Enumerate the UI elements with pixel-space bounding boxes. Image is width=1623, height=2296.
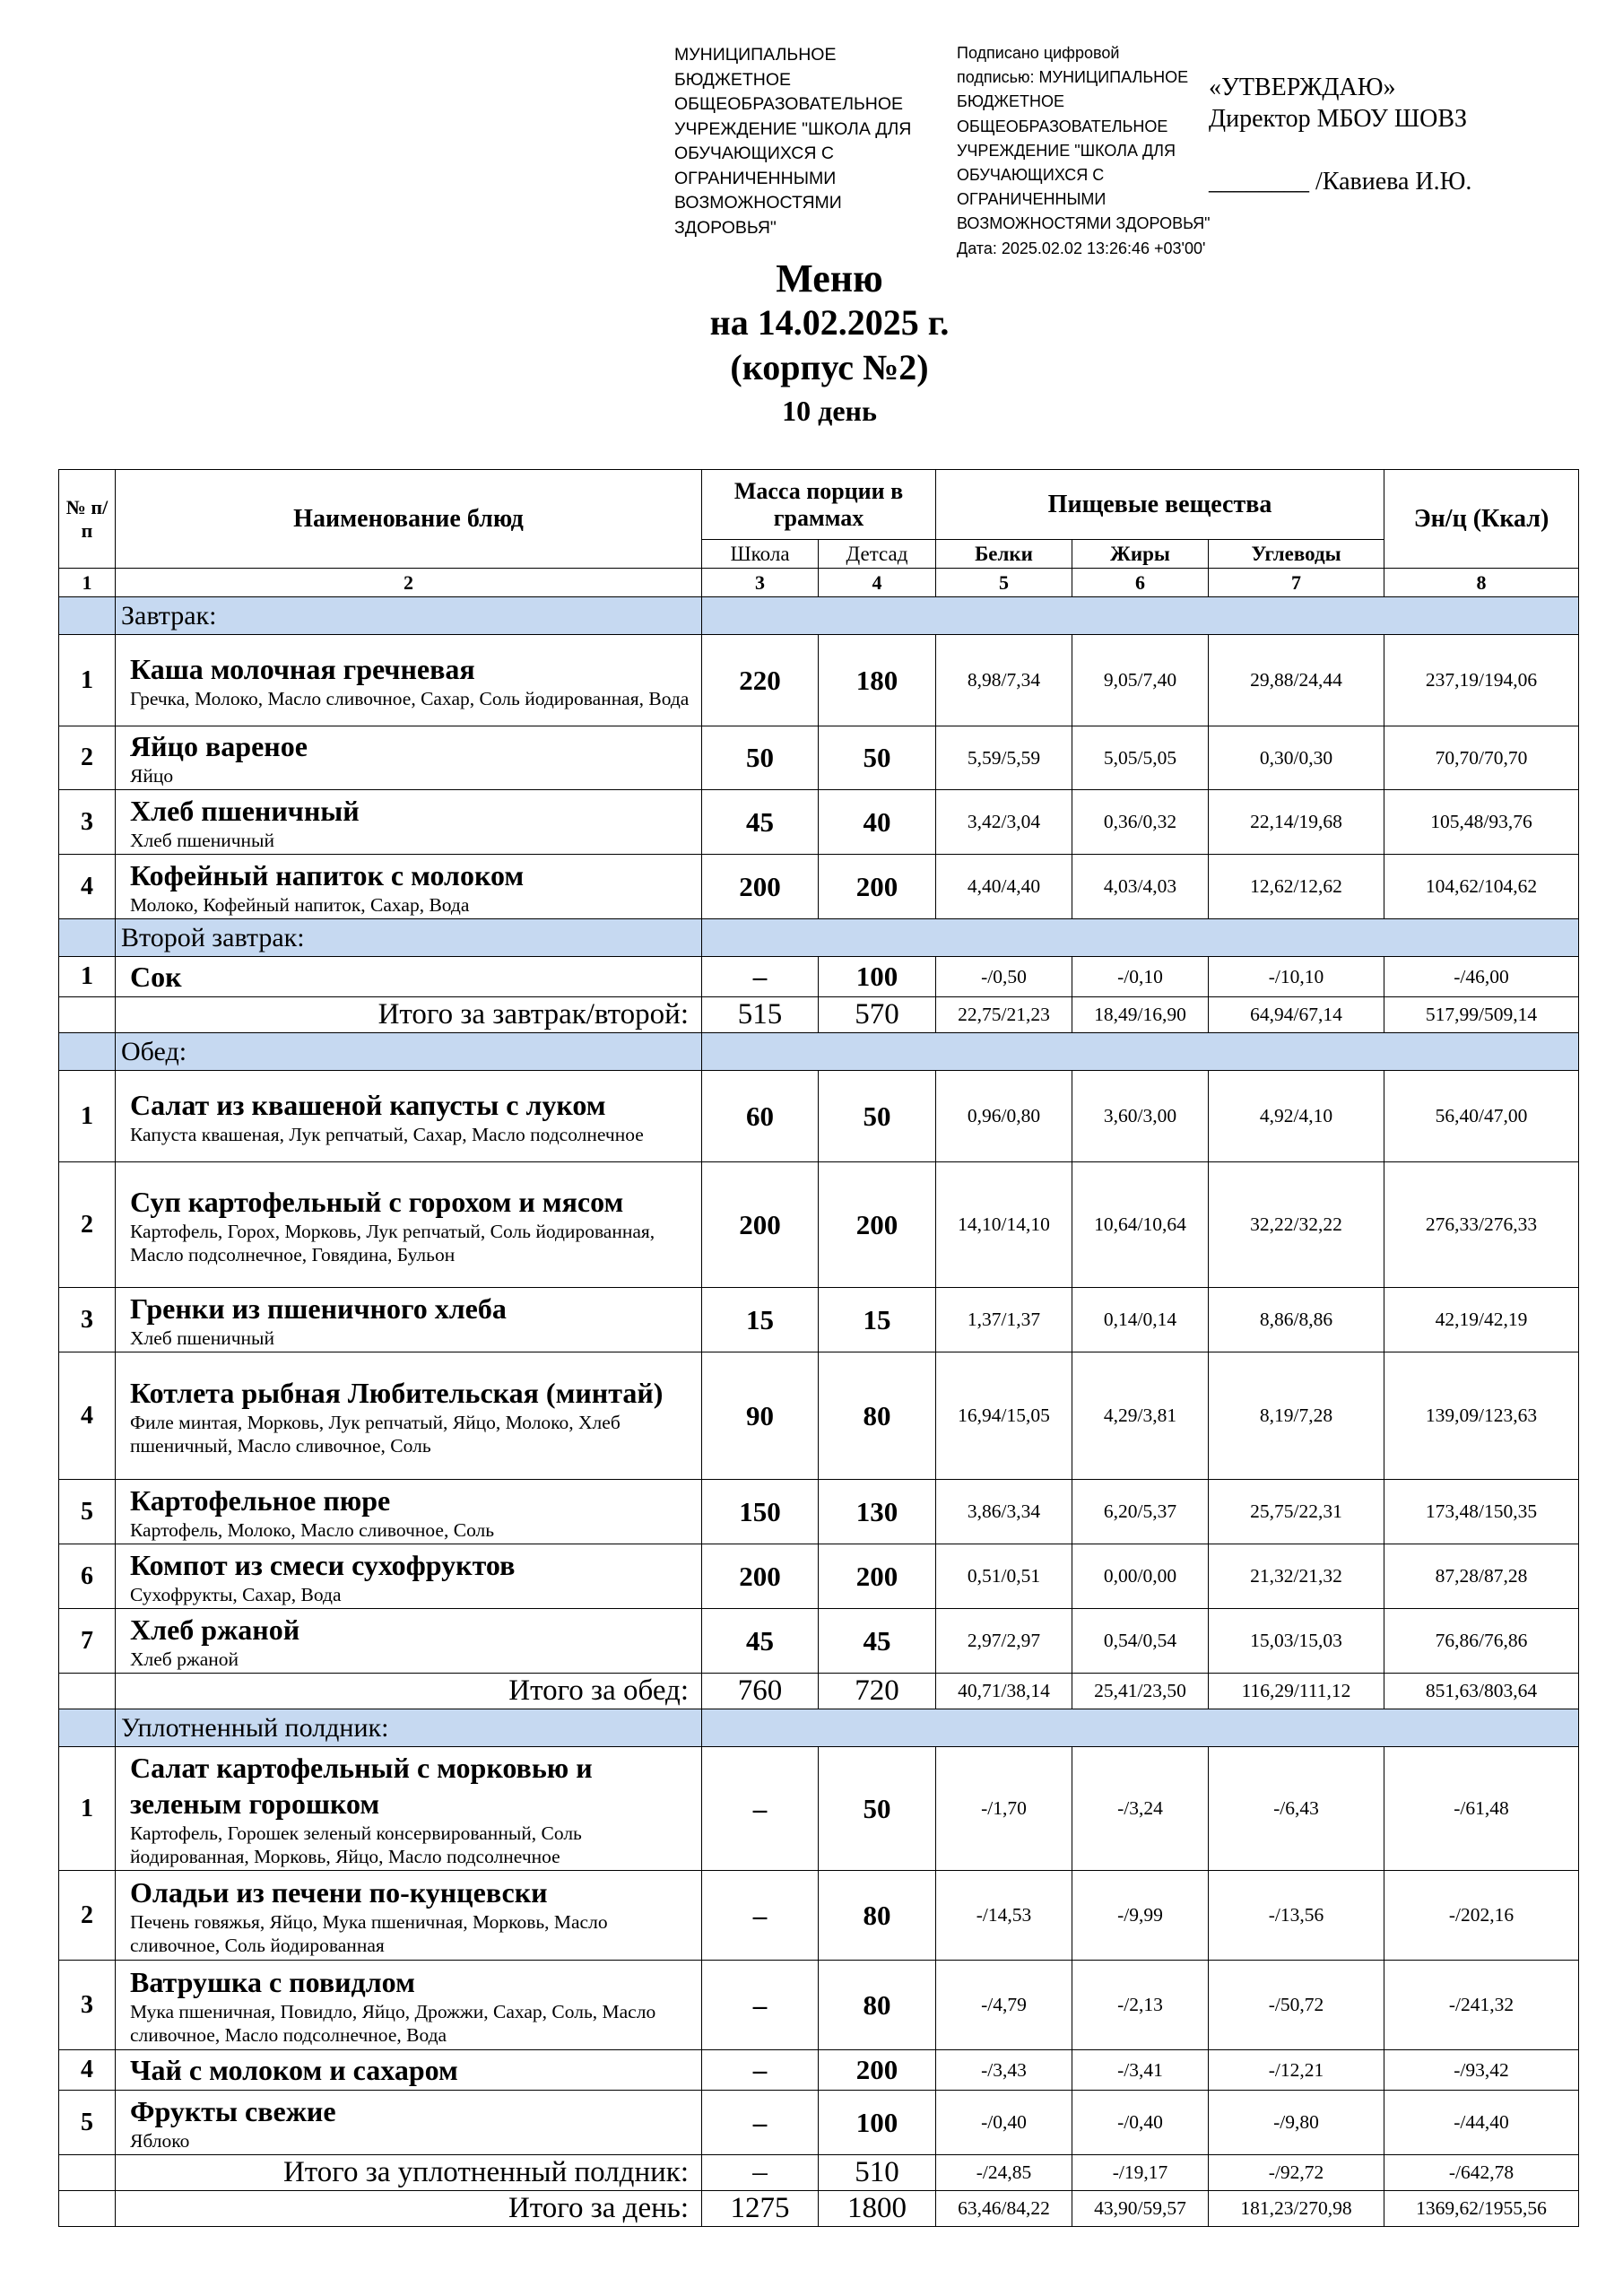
school-mass: 45: [702, 1609, 819, 1674]
fats-value: 9,05/7,40: [1072, 635, 1209, 726]
column-number: 4: [819, 569, 936, 597]
empty-cell: [59, 2191, 116, 2227]
empty-cell: [59, 1674, 116, 1709]
dish-number: 2: [59, 1871, 116, 1961]
carbs-value: 8,86/8,86: [1209, 1288, 1384, 1352]
kindergarten-mass: 50: [819, 1747, 936, 1871]
total-label: Итого за уплотненный полдник:: [116, 2155, 702, 2191]
dish-number: 5: [59, 2091, 116, 2155]
dish-name-cell: [116, 1480, 702, 1544]
dish-name-cell: [116, 1071, 702, 1162]
header-carbs: Углеводы: [1209, 540, 1384, 569]
dish-name: Яйцо вареное: [130, 730, 308, 762]
school-mass: 200: [702, 855, 819, 919]
kcal-value: 139,09/123,63: [1384, 1352, 1579, 1480]
header-nutrients: Пищевые вещества: [936, 470, 1384, 540]
dish-row: [59, 1544, 1579, 1609]
section-header-row: [59, 1033, 1579, 1071]
empty-cell: [59, 1033, 116, 1071]
fats-value: 0,00/0,00: [1072, 1544, 1209, 1609]
school-mass: 515: [702, 997, 819, 1033]
empty-cell: [702, 597, 1579, 635]
fats-value: -/2,13: [1072, 1961, 1209, 2050]
dish-name: Кофейный напиток с молоком: [130, 858, 525, 891]
dish-row: [59, 1480, 1579, 1544]
kindergarten-mass: 1800: [819, 2191, 936, 2227]
kcal-value: 42,19/42,19: [1384, 1288, 1579, 1352]
dish-ingredients: Мука пшеничная, Повидло, Яйцо, Дрожжи, Сахар, Соль, Масло сливочное, Масло подсолнечное, Вода: [130, 2000, 656, 2046]
dish-number: 1: [59, 957, 116, 997]
header-num: № п/п: [59, 470, 116, 569]
proteins-value: 0,96/0,80: [936, 1071, 1072, 1162]
kcal-value: 851,63/803,64: [1384, 1674, 1579, 1709]
kindergarten-mass: 510: [819, 2155, 936, 2191]
carbs-value: -/10,10: [1209, 957, 1384, 997]
dish-name: Каша молочная гречневая: [130, 652, 475, 685]
school-mass: 200: [702, 1162, 819, 1288]
carbs-value: -/12,21: [1209, 2050, 1384, 2091]
dish-name-cell: [116, 2050, 702, 2091]
header-name: Наименование блюд: [116, 470, 702, 569]
dish-number: 3: [59, 1961, 116, 2050]
fats-value: -/19,17: [1072, 2155, 1209, 2191]
dish-name: Оладьи из печени по-кунцевски: [130, 1875, 548, 1909]
proteins-value: 5,59/5,59: [936, 726, 1072, 790]
school-mass: –: [702, 1961, 819, 2050]
column-number: 1: [59, 569, 116, 597]
section-total-row: [59, 997, 1579, 1033]
dish-name-cell: [116, 957, 702, 997]
dish-name-cell: [116, 1162, 702, 1288]
dish-name-cell: [116, 1288, 702, 1352]
carbs-value: -/50,72: [1209, 1961, 1384, 2050]
column-number: 7: [1209, 569, 1384, 597]
menu-building: (корпус №2): [730, 347, 929, 387]
dish-ingredients: Картофель, Горох, Морковь, Лук репчатый, Соль йодированная, Масло подсолнечное, Говядина, Бульон: [130, 1220, 655, 1265]
kcal-value: 87,28/87,28: [1384, 1544, 1579, 1609]
proteins-value: 40,71/38,14: [936, 1674, 1072, 1709]
proteins-value: 16,94/15,05: [936, 1352, 1072, 1480]
digital-signature-stamp: Подписано цифровой подписью: МУНИЦИПАЛЬНОЕ БЮДЖЕТНОЕ ОБЩЕОБРАЗОВАТЕЛЬНОЕ УЧРЕЖДЕНИЕ "ШКОЛА ДЛЯ ОБУЧАЮЩИХСЯ С ОГРАНИЧЕННЫМИ ВОЗМОЖНОСТЯМИ ЗДОРОВЬЯ" Дата: 2025.02.02 13:26:46 +03'00': [957, 44, 1211, 257]
carbs-value: 21,32/21,32: [1209, 1544, 1384, 1609]
school-mass: 60: [702, 1071, 819, 1162]
kcal-value: 56,40/47,00: [1384, 1071, 1579, 1162]
proteins-value: -/1,70: [936, 1747, 1072, 1871]
kindergarten-mass: 80: [819, 1871, 936, 1961]
empty-cell: [59, 1709, 116, 1747]
menu-date: на 14.02.2025 г.: [709, 302, 950, 343]
fats-value: 18,49/16,90: [1072, 997, 1209, 1033]
proteins-value: -/0,40: [936, 2091, 1072, 2155]
dish-name-cell: [116, 635, 702, 726]
empty-cell: [59, 597, 116, 635]
empty-cell: [702, 1033, 1579, 1071]
carbs-value: 116,29/111,12: [1209, 1674, 1384, 1709]
kcal-value: -/642,78: [1384, 2155, 1579, 2191]
total-label: Итого за день:: [116, 2191, 702, 2227]
total-label: Итого за завтрак/второй:: [116, 997, 702, 1033]
school-mass: 50: [702, 726, 819, 790]
empty-cell: [59, 2155, 116, 2191]
fats-value: 4,03/4,03: [1072, 855, 1209, 919]
dish-name: Компот из смеси сухофруктов: [130, 1548, 516, 1581]
section-title: Обед:: [116, 1033, 702, 1071]
section-title: Завтрак:: [116, 597, 702, 635]
carbs-value: -/6,43: [1209, 1747, 1384, 1871]
carbs-value: 181,23/270,98: [1209, 2191, 1384, 2227]
dish-name: Салат картофельный с морковью и зеленым горошком: [130, 1751, 593, 1820]
column-number: 2: [116, 569, 702, 597]
proteins-value: 2,97/2,97: [936, 1609, 1072, 1674]
dish-ingredients: Яйцо: [130, 765, 174, 787]
kcal-value: 105,48/93,76: [1384, 790, 1579, 855]
kindergarten-mass: 200: [819, 2050, 936, 2091]
dish-number: 7: [59, 1609, 116, 1674]
proteins-value: -/0,50: [936, 957, 1072, 997]
section-title: Второй завтрак:: [116, 919, 702, 957]
kindergarten-mass: 200: [819, 1162, 936, 1288]
dish-ingredients: Картофель, Горошек зеленый консервированный, Соль йодированная, Морковь, Яйцо, Масло подсолнечное: [130, 1822, 582, 1867]
dish-name-cell: [116, 855, 702, 919]
empty-cell: [702, 1709, 1579, 1747]
header-fats: Жиры: [1072, 540, 1209, 569]
section-total-row: [59, 2155, 1579, 2191]
carbs-value: 8,19/7,28: [1209, 1352, 1384, 1480]
dish-name: Котлета рыбная Любительская (минтай): [130, 1376, 664, 1409]
dish-number: 1: [59, 1071, 116, 1162]
dish-ingredients: Капуста квашеная, Лук репчатый, Сахар, Масло подсолнечное: [130, 1123, 644, 1145]
kcal-value: -/61,48: [1384, 1747, 1579, 1871]
kindergarten-mass: 15: [819, 1288, 936, 1352]
column-number: 8: [1384, 569, 1579, 597]
dish-row: [59, 855, 1579, 919]
dish-row: [59, 2091, 1579, 2155]
school-mass: 90: [702, 1352, 819, 1480]
proteins-value: -/4,79: [936, 1961, 1072, 2050]
fats-value: 43,90/59,57: [1072, 2191, 1209, 2227]
school-mass: 220: [702, 635, 819, 726]
dish-name: Фрукты свежие: [130, 2094, 336, 2127]
proteins-value: 22,75/21,23: [936, 997, 1072, 1033]
dish-name: Гренки из пшеничного хлеба: [130, 1292, 507, 1325]
menu-day: 10 день: [782, 395, 877, 427]
dish-name: Хлеб ржаной: [130, 1613, 300, 1646]
kindergarten-mass: 180: [819, 635, 936, 726]
fats-value: 10,64/10,64: [1072, 1162, 1209, 1288]
proteins-value: 14,10/14,10: [936, 1162, 1072, 1288]
dish-row: [59, 1871, 1579, 1961]
fats-value: 4,29/3,81: [1072, 1352, 1209, 1480]
kindergarten-mass: 720: [819, 1674, 936, 1709]
section-header-row: [59, 1709, 1579, 1747]
dish-ingredients: Хлеб пшеничный: [130, 829, 274, 851]
dish-name-cell: [116, 1871, 702, 1961]
dish-number: 4: [59, 855, 116, 919]
school-mass: 760: [702, 1674, 819, 1709]
kcal-value: 70,70/70,70: [1384, 726, 1579, 790]
dish-row: [59, 1162, 1579, 1288]
proteins-value: 8,98/7,34: [936, 635, 1072, 726]
proteins-value: 63,46/84,22: [936, 2191, 1072, 2227]
kcal-value: -/44,40: [1384, 2091, 1579, 2155]
proteins-value: 0,51/0,51: [936, 1544, 1072, 1609]
dish-row: [59, 726, 1579, 790]
dish-number: 6: [59, 1544, 116, 1609]
dish-name: Ватрушка с повидлом: [130, 1965, 415, 1998]
dish-ingredients: Гречка, Молоко, Масло сливочное, Сахар, Соль йодированная, Вода: [130, 687, 690, 709]
kcal-value: -/93,42: [1384, 2050, 1579, 2091]
proteins-value: 1,37/1,37: [936, 1288, 1072, 1352]
carbs-value: 4,92/4,10: [1209, 1071, 1384, 1162]
empty-cell: [702, 919, 1579, 957]
dish-row: [59, 1071, 1579, 1162]
kindergarten-mass: 200: [819, 1544, 936, 1609]
carbs-value: 32,22/32,22: [1209, 1162, 1384, 1288]
school-mass: 150: [702, 1480, 819, 1544]
kindergarten-mass: 200: [819, 855, 936, 919]
fats-value: 0,36/0,32: [1072, 790, 1209, 855]
dish-number: 2: [59, 726, 116, 790]
kcal-value: 276,33/276,33: [1384, 1162, 1579, 1288]
dish-row: [59, 635, 1579, 726]
dish-name: Салат из квашеной капусты с луком: [130, 1088, 606, 1121]
kcal-value: -/241,32: [1384, 1961, 1579, 2050]
carbs-value: 25,75/22,31: [1209, 1480, 1384, 1544]
dish-row: [59, 1961, 1579, 2050]
school-mass: –: [702, 957, 819, 997]
dish-name: Чай с молоком и сахаром: [130, 2054, 458, 2086]
carbs-value: 15,03/15,03: [1209, 1609, 1384, 1674]
dish-row: [59, 957, 1579, 997]
dish-name-cell: [116, 1609, 702, 1674]
kcal-value: 237,19/194,06: [1384, 635, 1579, 726]
dish-number: 4: [59, 2050, 116, 2091]
carbs-value: 22,14/19,68: [1209, 790, 1384, 855]
header-school: Школа: [702, 540, 819, 569]
dish-number: 3: [59, 790, 116, 855]
proteins-value: 3,42/3,04: [936, 790, 1072, 855]
header-row-1: [59, 470, 1579, 540]
dish-ingredients: Картофель, Молоко, Масло сливочное, Соль: [130, 1518, 495, 1541]
kindergarten-mass: 50: [819, 726, 936, 790]
dish-name: Картофельное пюре: [130, 1483, 391, 1517]
fats-value: 0,54/0,54: [1072, 1609, 1209, 1674]
menu-title: Меню: [776, 257, 883, 300]
dish-name-cell: [116, 2091, 702, 2155]
dish-row: [59, 1747, 1579, 1871]
column-number: 3: [702, 569, 819, 597]
school-mass: –: [702, 2155, 819, 2191]
dish-row: [59, 2050, 1579, 2091]
dish-ingredients: Хлеб пшеничный: [130, 1326, 274, 1349]
menu-table: [58, 469, 1579, 2227]
kindergarten-mass: 40: [819, 790, 936, 855]
fats-value: 6,20/5,37: [1072, 1480, 1209, 1544]
proteins-value: 4,40/4,40: [936, 855, 1072, 919]
kcal-value: 76,86/76,86: [1384, 1609, 1579, 1674]
total-label: Итого за обед:: [116, 1674, 702, 1709]
dish-ingredients: Филе минтая, Морковь, Лук репчатый, Яйцо, Молоко, Хлеб пшеничный, Масло сливочное, Соль: [130, 1411, 621, 1457]
dish-ingredients: Яблоко: [130, 2129, 190, 2152]
dish-name: Сок: [130, 961, 182, 993]
fats-value: -/3,41: [1072, 2050, 1209, 2091]
school-mass: 200: [702, 1544, 819, 1609]
kindergarten-mass: 130: [819, 1480, 936, 1544]
dish-number: 1: [59, 635, 116, 726]
dish-number: 2: [59, 1162, 116, 1288]
dish-ingredients: Молоко, Кофейный напиток, Сахар, Вода: [130, 893, 470, 916]
carbs-value: 12,62/12,62: [1209, 855, 1384, 919]
dish-name: Суп картофельный с горохом и мясом: [130, 1185, 624, 1218]
dish-row: [59, 1609, 1579, 1674]
kcal-value: 173,48/150,35: [1384, 1480, 1579, 1544]
fats-value: 0,14/0,14: [1072, 1288, 1209, 1352]
school-mass: –: [702, 1871, 819, 1961]
carbs-value: -/92,72: [1209, 2155, 1384, 2191]
dish-name-cell: [116, 726, 702, 790]
school-mass: 45: [702, 790, 819, 855]
section-total-row: [59, 1674, 1579, 1709]
kindergarten-mass: 50: [819, 1071, 936, 1162]
proteins-value: -/14,53: [936, 1871, 1072, 1961]
dish-number: 5: [59, 1480, 116, 1544]
dish-ingredients: Хлеб ржаной: [130, 1648, 239, 1670]
dish-number: 3: [59, 1288, 116, 1352]
fats-value: -/0,10: [1072, 957, 1209, 997]
dish-row: [59, 1352, 1579, 1480]
school-mass: 15: [702, 1288, 819, 1352]
carbs-value: 29,88/24,44: [1209, 635, 1384, 726]
fats-value: -/0,40: [1072, 2091, 1209, 2155]
column-number: 5: [936, 569, 1072, 597]
school-mass: –: [702, 2091, 819, 2155]
dish-name-cell: [116, 1544, 702, 1609]
approval-block: «УТВЕРЖДАЮ» Директор МБОУ ШОВЗ ________ /Кавиева И.Ю.: [1209, 74, 1472, 196]
kcal-value: 517,99/509,14: [1384, 997, 1579, 1033]
header-proteins: Белки: [936, 540, 1072, 569]
dish-name-cell: [116, 1961, 702, 2050]
carbs-value: 64,94/67,14: [1209, 997, 1384, 1033]
proteins-value: -/3,43: [936, 2050, 1072, 2091]
school-mass: –: [702, 2050, 819, 2091]
dish-name-cell: [116, 1352, 702, 1480]
header-column-numbers: [59, 569, 1579, 597]
kindergarten-mass: 100: [819, 957, 936, 997]
day-total-row: [59, 2191, 1579, 2227]
header-energy: Эн/ц (Ккал): [1384, 470, 1579, 569]
section-header-row: [59, 919, 1579, 957]
dish-row: [59, 790, 1579, 855]
kcal-value: -/46,00: [1384, 957, 1579, 997]
fats-value: 3,60/3,00: [1072, 1071, 1209, 1162]
school-mass: 1275: [702, 2191, 819, 2227]
kindergarten-mass: 570: [819, 997, 936, 1033]
kcal-value: -/202,16: [1384, 1871, 1579, 1961]
dish-name-cell: [116, 790, 702, 855]
empty-cell: [59, 919, 116, 957]
kcal-value: 1369,62/1955,56: [1384, 2191, 1579, 2227]
carbs-value: 0,30/0,30: [1209, 726, 1384, 790]
dish-number: 4: [59, 1352, 116, 1480]
section-title: Уплотненный полдник:: [116, 1709, 702, 1747]
dish-number: 1: [59, 1747, 116, 1871]
fats-value: -/3,24: [1072, 1747, 1209, 1871]
carbs-value: -/13,56: [1209, 1871, 1384, 1961]
section-header-row: [59, 597, 1579, 635]
fats-value: -/9,99: [1072, 1871, 1209, 1961]
header-mass: Масса порции в граммах: [702, 470, 936, 540]
school-mass: –: [702, 1747, 819, 1871]
column-number: 6: [1072, 569, 1209, 597]
kindergarten-mass: 45: [819, 1609, 936, 1674]
dish-row: [59, 1288, 1579, 1352]
kindergarten-mass: 100: [819, 2091, 936, 2155]
dish-ingredients: Печень говяжья, Яйцо, Мука пшеничная, Морковь, Масло сливочное, Соль йодированная: [130, 1910, 608, 1956]
dish-name: Хлеб пшеничный: [130, 794, 360, 827]
kindergarten-mass: 80: [819, 1961, 936, 2050]
proteins-value: 3,86/3,34: [936, 1480, 1072, 1544]
kindergarten-mass: 80: [819, 1352, 936, 1480]
organization-stamp: МУНИЦИПАЛЬНОЕ БЮДЖЕТНОЕ ОБЩЕОБРАЗОВАТЕЛЬНОЕ УЧРЕЖДЕНИЕ "ШКОЛА ДЛЯ ОБУЧАЮЩИХСЯ С ОГРАНИЧЕННЫМИ ВОЗМОЖНОСТЯМИ ЗДОРОВЬЯ": [674, 45, 912, 238]
empty-cell: [59, 997, 116, 1033]
dish-ingredients: Сухофрукты, Сахар, Вода: [130, 1583, 342, 1605]
fats-value: 5,05/5,05: [1072, 726, 1209, 790]
fats-value: 25,41/23,50: [1072, 1674, 1209, 1709]
dish-name-cell: [116, 1747, 702, 1871]
kcal-value: 104,62/104,62: [1384, 855, 1579, 919]
header-kindergarten: Детсад: [819, 540, 936, 569]
proteins-value: -/24,85: [936, 2155, 1072, 2191]
carbs-value: -/9,80: [1209, 2091, 1384, 2155]
